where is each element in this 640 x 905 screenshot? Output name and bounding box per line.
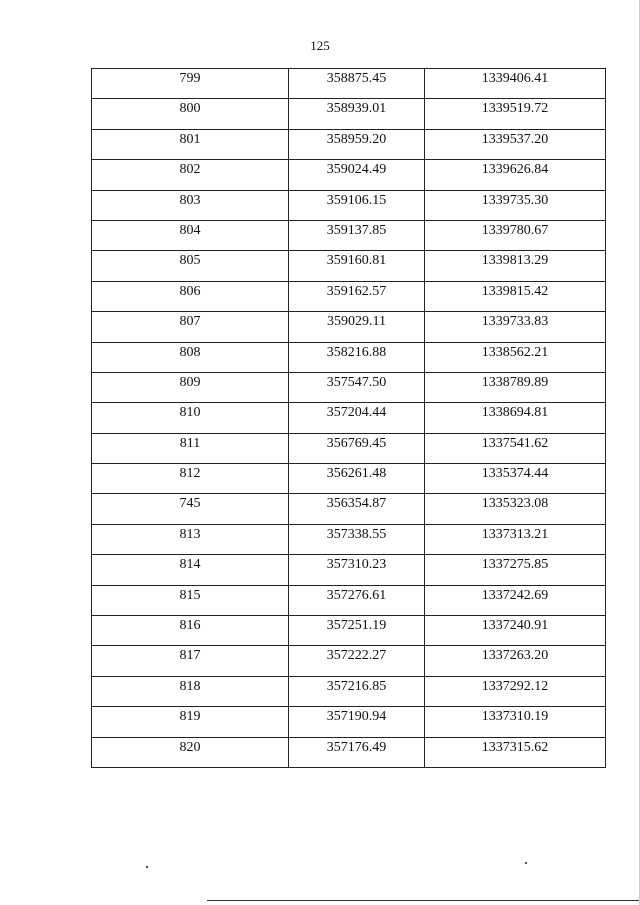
table-row [92, 190, 606, 220]
table-row [92, 585, 606, 615]
northing-cell: 1337313.21 [425, 524, 606, 554]
northing-cell: 1337541.62 [425, 433, 606, 463]
easting-cell: 358939.01 [289, 99, 425, 129]
easting-cell: 357222.27 [289, 646, 425, 676]
table-row [92, 160, 606, 190]
easting-cell: 357176.49 [289, 737, 425, 767]
coordinate-table [91, 68, 606, 768]
point-id-cell: 810 [92, 403, 289, 433]
northing-cell: 1337315.62 [425, 737, 606, 767]
easting-cell: 357338.55 [289, 524, 425, 554]
easting-cell: 356354.87 [289, 494, 425, 524]
page-number: 125 [310, 38, 330, 53]
table-row [92, 220, 606, 250]
easting-cell: 359162.57 [289, 281, 425, 311]
point-id-cell: 801 [92, 129, 289, 159]
point-id-cell: 818 [92, 676, 289, 706]
easting-cell: 357547.50 [289, 372, 425, 402]
scan-speck [146, 866, 148, 868]
table-row [92, 251, 606, 281]
easting-cell: 357251.19 [289, 616, 425, 646]
point-id-cell: 820 [92, 737, 289, 767]
coordinate-table-body [92, 69, 606, 768]
easting-cell: 356769.45 [289, 433, 425, 463]
point-id-cell: 819 [92, 707, 289, 737]
table-row [92, 646, 606, 676]
point-id-cell: 815 [92, 585, 289, 615]
northing-cell: 1339519.72 [425, 99, 606, 129]
northing-cell: 1339626.84 [425, 160, 606, 190]
table-row [92, 342, 606, 372]
point-id-cell: 811 [92, 433, 289, 463]
easting-cell: 357204.44 [289, 403, 425, 433]
point-id-cell: 804 [92, 220, 289, 250]
table-row [92, 129, 606, 159]
table-row [92, 372, 606, 402]
table-row [92, 464, 606, 494]
point-id-cell: 805 [92, 251, 289, 281]
northing-cell: 1339406.41 [425, 69, 606, 99]
easting-cell: 358875.45 [289, 69, 425, 99]
easting-cell: 356261.48 [289, 464, 425, 494]
point-id-cell: 803 [92, 190, 289, 220]
northing-cell: 1337242.69 [425, 585, 606, 615]
point-id-cell: 813 [92, 524, 289, 554]
easting-cell: 359137.85 [289, 220, 425, 250]
point-id-cell: 816 [92, 616, 289, 646]
table-row [92, 616, 606, 646]
point-id-cell: 799 [92, 69, 289, 99]
table-row [92, 403, 606, 433]
table-row [92, 737, 606, 767]
point-id-cell: 806 [92, 281, 289, 311]
northing-cell: 1335374.44 [425, 464, 606, 494]
easting-cell: 358959.20 [289, 129, 425, 159]
point-id-cell: 807 [92, 312, 289, 342]
point-id-cell: 745 [92, 494, 289, 524]
northing-cell: 1339815.42 [425, 281, 606, 311]
table-row [92, 433, 606, 463]
northing-cell: 1337240.91 [425, 616, 606, 646]
northing-cell: 1335323.08 [425, 494, 606, 524]
easting-cell: 357276.61 [289, 585, 425, 615]
point-id-cell: 814 [92, 555, 289, 585]
easting-cell: 359160.81 [289, 251, 425, 281]
point-id-cell: 812 [92, 464, 289, 494]
easting-cell: 359024.49 [289, 160, 425, 190]
northing-cell: 1338789.89 [425, 372, 606, 402]
easting-cell: 357310.23 [289, 555, 425, 585]
table-row [92, 676, 606, 706]
northing-cell: 1338694.81 [425, 403, 606, 433]
easting-cell: 358216.88 [289, 342, 425, 372]
point-id-cell: 808 [92, 342, 289, 372]
northing-cell: 1337263.20 [425, 646, 606, 676]
table-row [92, 524, 606, 554]
northing-cell: 1339780.67 [425, 220, 606, 250]
point-id-cell: 800 [92, 99, 289, 129]
table-row [92, 281, 606, 311]
table-row [92, 555, 606, 585]
easting-cell: 357190.94 [289, 707, 425, 737]
table-row [92, 312, 606, 342]
northing-cell: 1338562.21 [425, 342, 606, 372]
table-row [92, 99, 606, 129]
northing-cell: 1339813.29 [425, 251, 606, 281]
northing-cell: 1337275.85 [425, 555, 606, 585]
easting-cell: 359029.11 [289, 312, 425, 342]
northing-cell: 1339735.30 [425, 190, 606, 220]
table-row [92, 69, 606, 99]
table-row [92, 707, 606, 737]
point-id-cell: 817 [92, 646, 289, 676]
northing-cell: 1339537.20 [425, 129, 606, 159]
point-id-cell: 802 [92, 160, 289, 190]
table-row [92, 494, 606, 524]
scan-speck [525, 862, 527, 864]
easting-cell: 357216.85 [289, 676, 425, 706]
footer-rule [207, 900, 640, 901]
northing-cell: 1337310.19 [425, 707, 606, 737]
easting-cell: 359106.15 [289, 190, 425, 220]
northing-cell: 1339733.83 [425, 312, 606, 342]
northing-cell: 1337292.12 [425, 676, 606, 706]
point-id-cell: 809 [92, 372, 289, 402]
